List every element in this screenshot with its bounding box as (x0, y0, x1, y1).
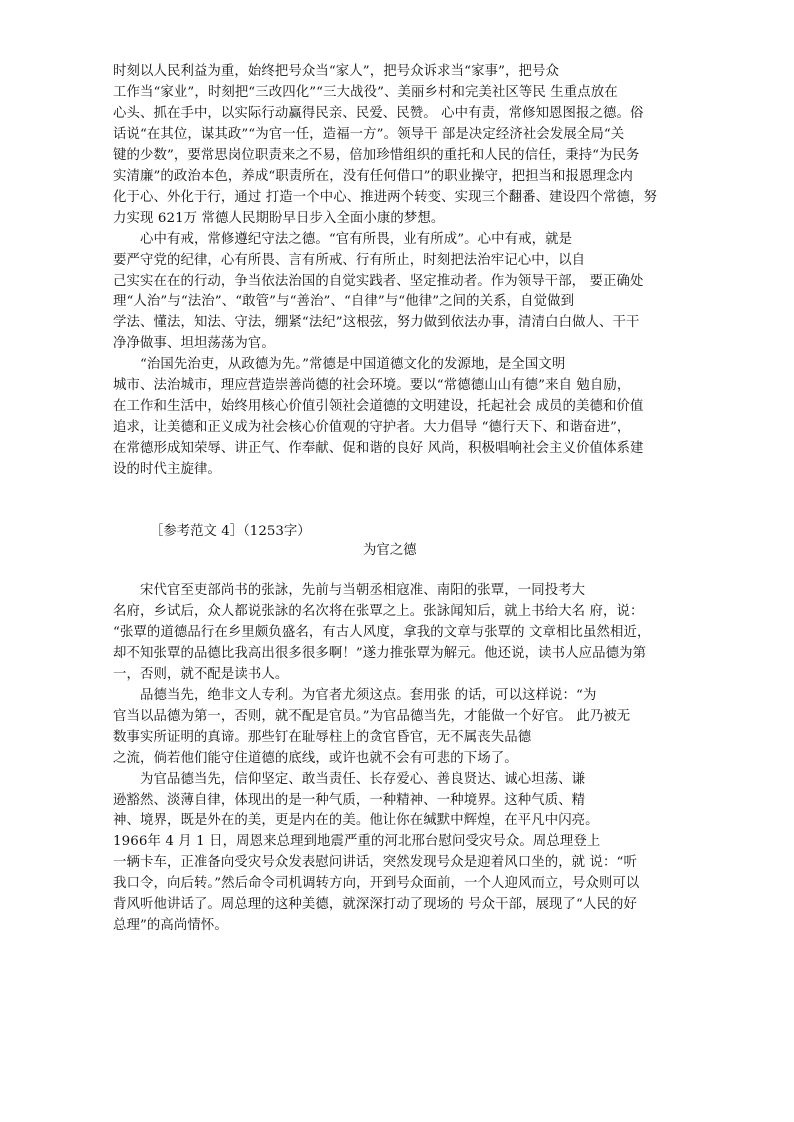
text-line: 话说“在其位，谋其政”“为官一任，造福一方”。领导干 部是决定经济社会发展全局“关 (113, 126, 625, 142)
text-line: 数事实所证明的真谛。那些钉在耻辱柱上的贪官昏官，无不属丧失品德 (113, 729, 532, 745)
text-line: 化于心、外化于行，通过 打造一个中心、推进两个转变、实现三个翻番、建设四个常德，努 (113, 189, 657, 205)
text-line: 理“人治”与“法治”、“敢管”与“善治”、“自律”与“他律”之间的关系，自觉做到 (113, 294, 575, 310)
sample-essay-label: ［参考范文 4］（1253字） (150, 524, 311, 539)
text-line: 宋代官至吏部尚书的张詠，先前与当朝丞相寇准、南阳的张覃，一同投考大 (113, 583, 586, 598)
text-line: 官当以品德为第一，否则，就不配是官员。”为官品德当先，才能做一个好官。 此乃被无 (113, 708, 631, 724)
text-line: 一辆卡车，正准备向受灾号众发表慰问讲话，突然发现号众是迎着风口坐的，就 说：“听 (113, 855, 637, 871)
text-line: 力实现 621万 常德人民期盼早日步入全面小康的梦想。 (113, 210, 445, 226)
text-line: 之流，倘若他们能守住道德的底线，或许也就不会有可悲的下场了。 (113, 750, 518, 766)
text-line: 品德当先，绝非文人专利。为官者尤须这点。套用张 的话，可以这样说：“为 (113, 687, 597, 703)
text-line: 心中有戒，常修遵纪守法之德。“官有所畏，业有所成”。心中有戒，就是 (113, 231, 573, 247)
text-line: 时刻以人民利益为重，始终把号众当“家人”，把号众诉求当“家事”，把号众 (113, 64, 559, 79)
text-line: 城市、法治城市，理应营造崇善尚德的社会环境。要以“常德德山山有德”来自 勉自励， (113, 378, 631, 394)
text-line: 己实实在在的行动，争当依法治国的自觉实践者、坚定推动者。作为领导干部， 要正确处 (113, 273, 644, 289)
text-line: “张覃的道德品行在乡里颇负盛名，有古人风度，拿我的文章与张覃的 文章相比虽然相近， (113, 624, 651, 640)
text-line: 实清廉”的政治本色，养成“职责所在，没有任何借口”的职业操守，把担当和报恩理念内 (113, 168, 633, 184)
text-line: 要严守党的纪律，心有所畏、言有所戒、行有所止，时刻把法治牢记心中，以自 (113, 252, 586, 268)
text-line: 却不知张覃的品德比我高出很多很多啊！”遂力推张覃为解元。他还说，读书人应品德为第 (113, 645, 647, 661)
text-line: 净净做事、坦坦荡荡为官。 (113, 336, 275, 352)
text-line: “治国先治吏，从政德为先。”常德是中国道德文化的发源地，是全国文明 (113, 357, 566, 373)
text-line: 神、境界，既是外在的美，更是内在的美。他让你在缄默中辉煌，在平凡中闪亮。 (113, 813, 599, 829)
text-line: 键的少数”，要常思岗位职责来之不易，倍加珍惜组织的重托和人民的信任，秉持“为民务 (113, 147, 640, 163)
text-line: 学法、懂法，知法、守法，绷紧“法纪”这根弦，努力做到依法办事，清清白白做人、干干 (113, 315, 640, 331)
text-line: 背风听他讲话了。周总理的这种美德，就深深打动了现场的 号众干部，展现了“人民的好 (113, 897, 637, 913)
text-line: 一，否则，就不配是读书人。 (113, 666, 289, 682)
text-line: 设的时代主旋律。 (113, 462, 221, 478)
text-line: 名府，乡试后，众人都说张詠的名次将在张覃之上。张詠闻知后，就上书给大名 府，说： (113, 603, 644, 619)
text-line: 追求，让美德和正义成为社会核心价值观的守护者。大力倡导 “德行天下、和谐奋进”， (113, 420, 631, 436)
text-line: 在工作和生活中，始终用核心价值引领社会道德的文明建设，托起社会 成员的美德和价值 (113, 399, 644, 415)
text-line: 为官品德当先，信仰坚定、敢当责任、长存爱心、善良贤达、诚心坦荡、谦 (113, 771, 586, 787)
text-line: 我口令，向后转。”然后命令司机调转方向，开到号众面前，一个人迎风而立，号众则可以 (113, 876, 640, 892)
text-line: 总理”的高尚情怀。 (113, 918, 228, 934)
text-line: 在常德形成知荣辱、讲正气、作奉献、促和谐的良好 风尚，积极唱响社会主义价值体系建 (113, 441, 644, 457)
text-line: 1966年 4 月 1 日，周恩来总理到地震严重的河北邢台慰问受灾号众。周总理登上 (113, 834, 601, 850)
text-line: 逊豁然、淡薄自律，体现出的是一种气质，一种精神、一种境界。这种气质、精 (113, 792, 586, 808)
text-line: 工作当“家业”，时刻把“三改四化”“三大战役”、美丽乡村和完美社区等民 生重点放在 (113, 84, 618, 100)
essay-title: 为官之德 (363, 543, 417, 558)
text-line: 心头、抓在手中，以实际行动赢得民亲、民爱、民赞。 心中有责，常修知恩图报之德。俗 (113, 105, 644, 121)
